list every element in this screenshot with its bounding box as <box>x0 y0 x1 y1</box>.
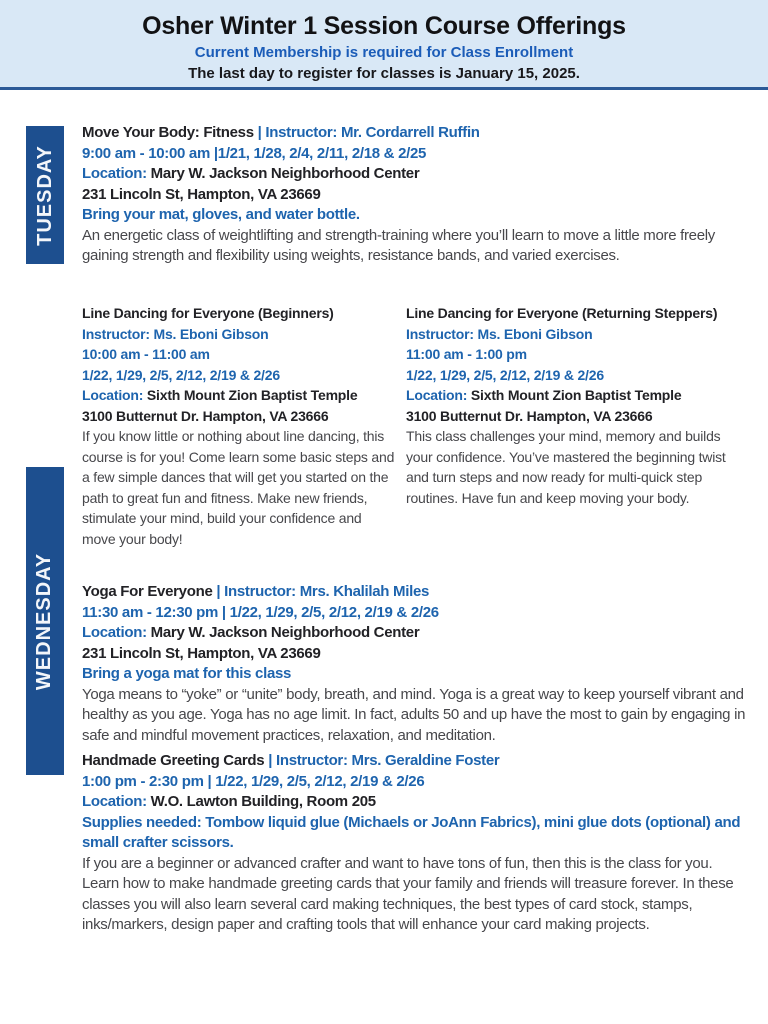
course-description: This class challenges your mind, memory and builds your confidence. You’ve mastered the beginning twist and turn steps and now ready for multi-quick step routines. Have fun and keep moving your body. <box>406 428 726 506</box>
course-block-greeting-cards <box>82 751 746 936</box>
instructor-text: | Instructor: Mrs. Geraldine Foster <box>268 752 500 769</box>
supplies-note: Bring your mat, gloves, and water bottle. <box>82 206 360 223</box>
location-line <box>82 164 746 185</box>
course-title: Line Dancing for Everyone (Returning Steppers) <box>406 305 718 321</box>
registration-deadline: The last day to register for classes is January 15, 2025. <box>188 65 580 82</box>
location-line <box>82 385 396 406</box>
day-bar-wednesday-label: WEDNESDAY <box>33 552 56 690</box>
location-label: Location: <box>82 387 144 403</box>
course-block-fitness <box>82 123 746 267</box>
time-line: 10:00 am - 11:00 am <box>82 346 210 362</box>
address-line: 3100 Butternut Dr. Hampton, VA 23666 <box>82 407 329 424</box>
location-label: Location: <box>406 387 468 403</box>
supplies-note: Supplies needed: Tombow liquid glue (Michaels or JoAnn Fabrics), mini glue dots (optional) and small crafter scissors. <box>82 813 741 851</box>
day-bar-tuesday-label: TUESDAY <box>33 144 56 246</box>
course-title-line <box>82 123 746 144</box>
course-section-line-dancing <box>82 303 746 549</box>
course-title: Handmade Greeting Cards <box>82 752 265 769</box>
course-title-line <box>82 582 746 603</box>
location-line <box>82 623 746 644</box>
page-header <box>0 0 768 90</box>
location-label: Location: <box>82 165 147 182</box>
course-description: If you know little or nothing about line dancing, this course is for you! Come learn some basic steps and a few simple dances that will get you started on the path to great fun and fitness. Make new friends, stimulate your mind, build your confidence and move your body! <box>82 428 395 547</box>
day-bar-wednesday <box>26 467 64 775</box>
course-title: Line Dancing for Everyone (Beginners) <box>82 305 334 321</box>
course-block-yoga <box>82 582 746 746</box>
schedule-line: 11:30 am - 12:30 pm | 1/22, 1/29, 2/5, 2/12, 2/19 & 2/26 <box>82 603 439 621</box>
time-line: 11:00 am - 1:00 pm <box>406 346 527 362</box>
address-line: 231 Lincoln St, Hampton, VA 23669 <box>82 644 321 662</box>
instructor-text: | Instructor: Mrs. Khalilah Miles <box>216 583 430 600</box>
location-line <box>406 385 746 406</box>
location-label: Location: <box>82 793 147 810</box>
instructor-line: Instructor: Ms. Eboni Gibson <box>82 325 269 342</box>
course-description: Yoga means to “yoke” or “unite” body, breath, and mind. Yoga is a great way to keep yourself vibrant and healthy as you age. Yoga has no age limit. In fact, adults 50 and up have the most to gain by engaging in safe and mindful movement practices, relaxation, and meditation. <box>82 685 746 744</box>
page-title: Osher Winter 1 Session Course Offerings <box>142 12 626 40</box>
location-line <box>82 792 746 813</box>
location-name: Sixth Mount Zion Baptist Temple <box>470 387 682 403</box>
course-block-line-dancing-beginners <box>82 303 396 549</box>
schedule-line: 1:00 pm - 2:30 pm | 1/22, 1/29, 2/5, 2/12, 2/19 & 2/26 <box>82 772 425 790</box>
course-description: If you are a beginner or advanced crafter and want to have tons of fun, then this is the class for you. Learn how to make handmade greeting cards that your family and friends will treasure forever. In these classes you will also learn several card making techniques, the best types of card stock, stamps, inks/markers, design paper and crafting tools that will enhance your card making projects. <box>82 854 734 933</box>
day-bar-tuesday <box>26 126 64 264</box>
membership-note: Current Membership is required for Class Enrollment <box>194 44 574 61</box>
supplies-note: Bring a yoga mat for this class <box>82 665 292 682</box>
address-line: 231 Lincoln St, Hampton, VA 23669 <box>82 185 321 203</box>
instructor-line: Instructor: Ms. Eboni Gibson <box>406 325 593 342</box>
location-name: Mary W. Jackson Neighborhood Center <box>150 165 420 182</box>
course-block-line-dancing-returning <box>406 303 746 549</box>
course-title-line <box>82 751 746 772</box>
dates-line: 1/22, 1/29, 2/5, 2/12, 2/19 & 2/26 <box>82 366 280 383</box>
address-line: 3100 Butternut Dr. Hampton, VA 23666 <box>406 407 653 424</box>
course-title: Yoga For Everyone <box>82 583 213 600</box>
location-name: Mary W. Jackson Neighborhood Center <box>150 624 420 641</box>
schedule-line: 9:00 am - 10:00 am |1/21, 1/28, 2/4, 2/11, 2/18 & 2/25 <box>82 144 427 162</box>
location-name: W.O. Lawton Building, Room 205 <box>150 793 376 810</box>
course-title: Move Your Body: Fitness <box>82 124 254 141</box>
course-description: An energetic class of weightlifting and strength-training where you’ll learn to move a little more freely gaining strength and flexibility using weights, resistance bands, and varied exercises. <box>82 226 715 264</box>
dates-line: 1/22, 1/29, 2/5, 2/12, 2/19 & 2/26 <box>406 366 604 383</box>
location-name: Sixth Mount Zion Baptist Temple <box>146 387 358 403</box>
instructor-text: | Instructor: Mr. Cordarrell Ruffin <box>257 124 480 141</box>
location-label: Location: <box>82 624 147 641</box>
